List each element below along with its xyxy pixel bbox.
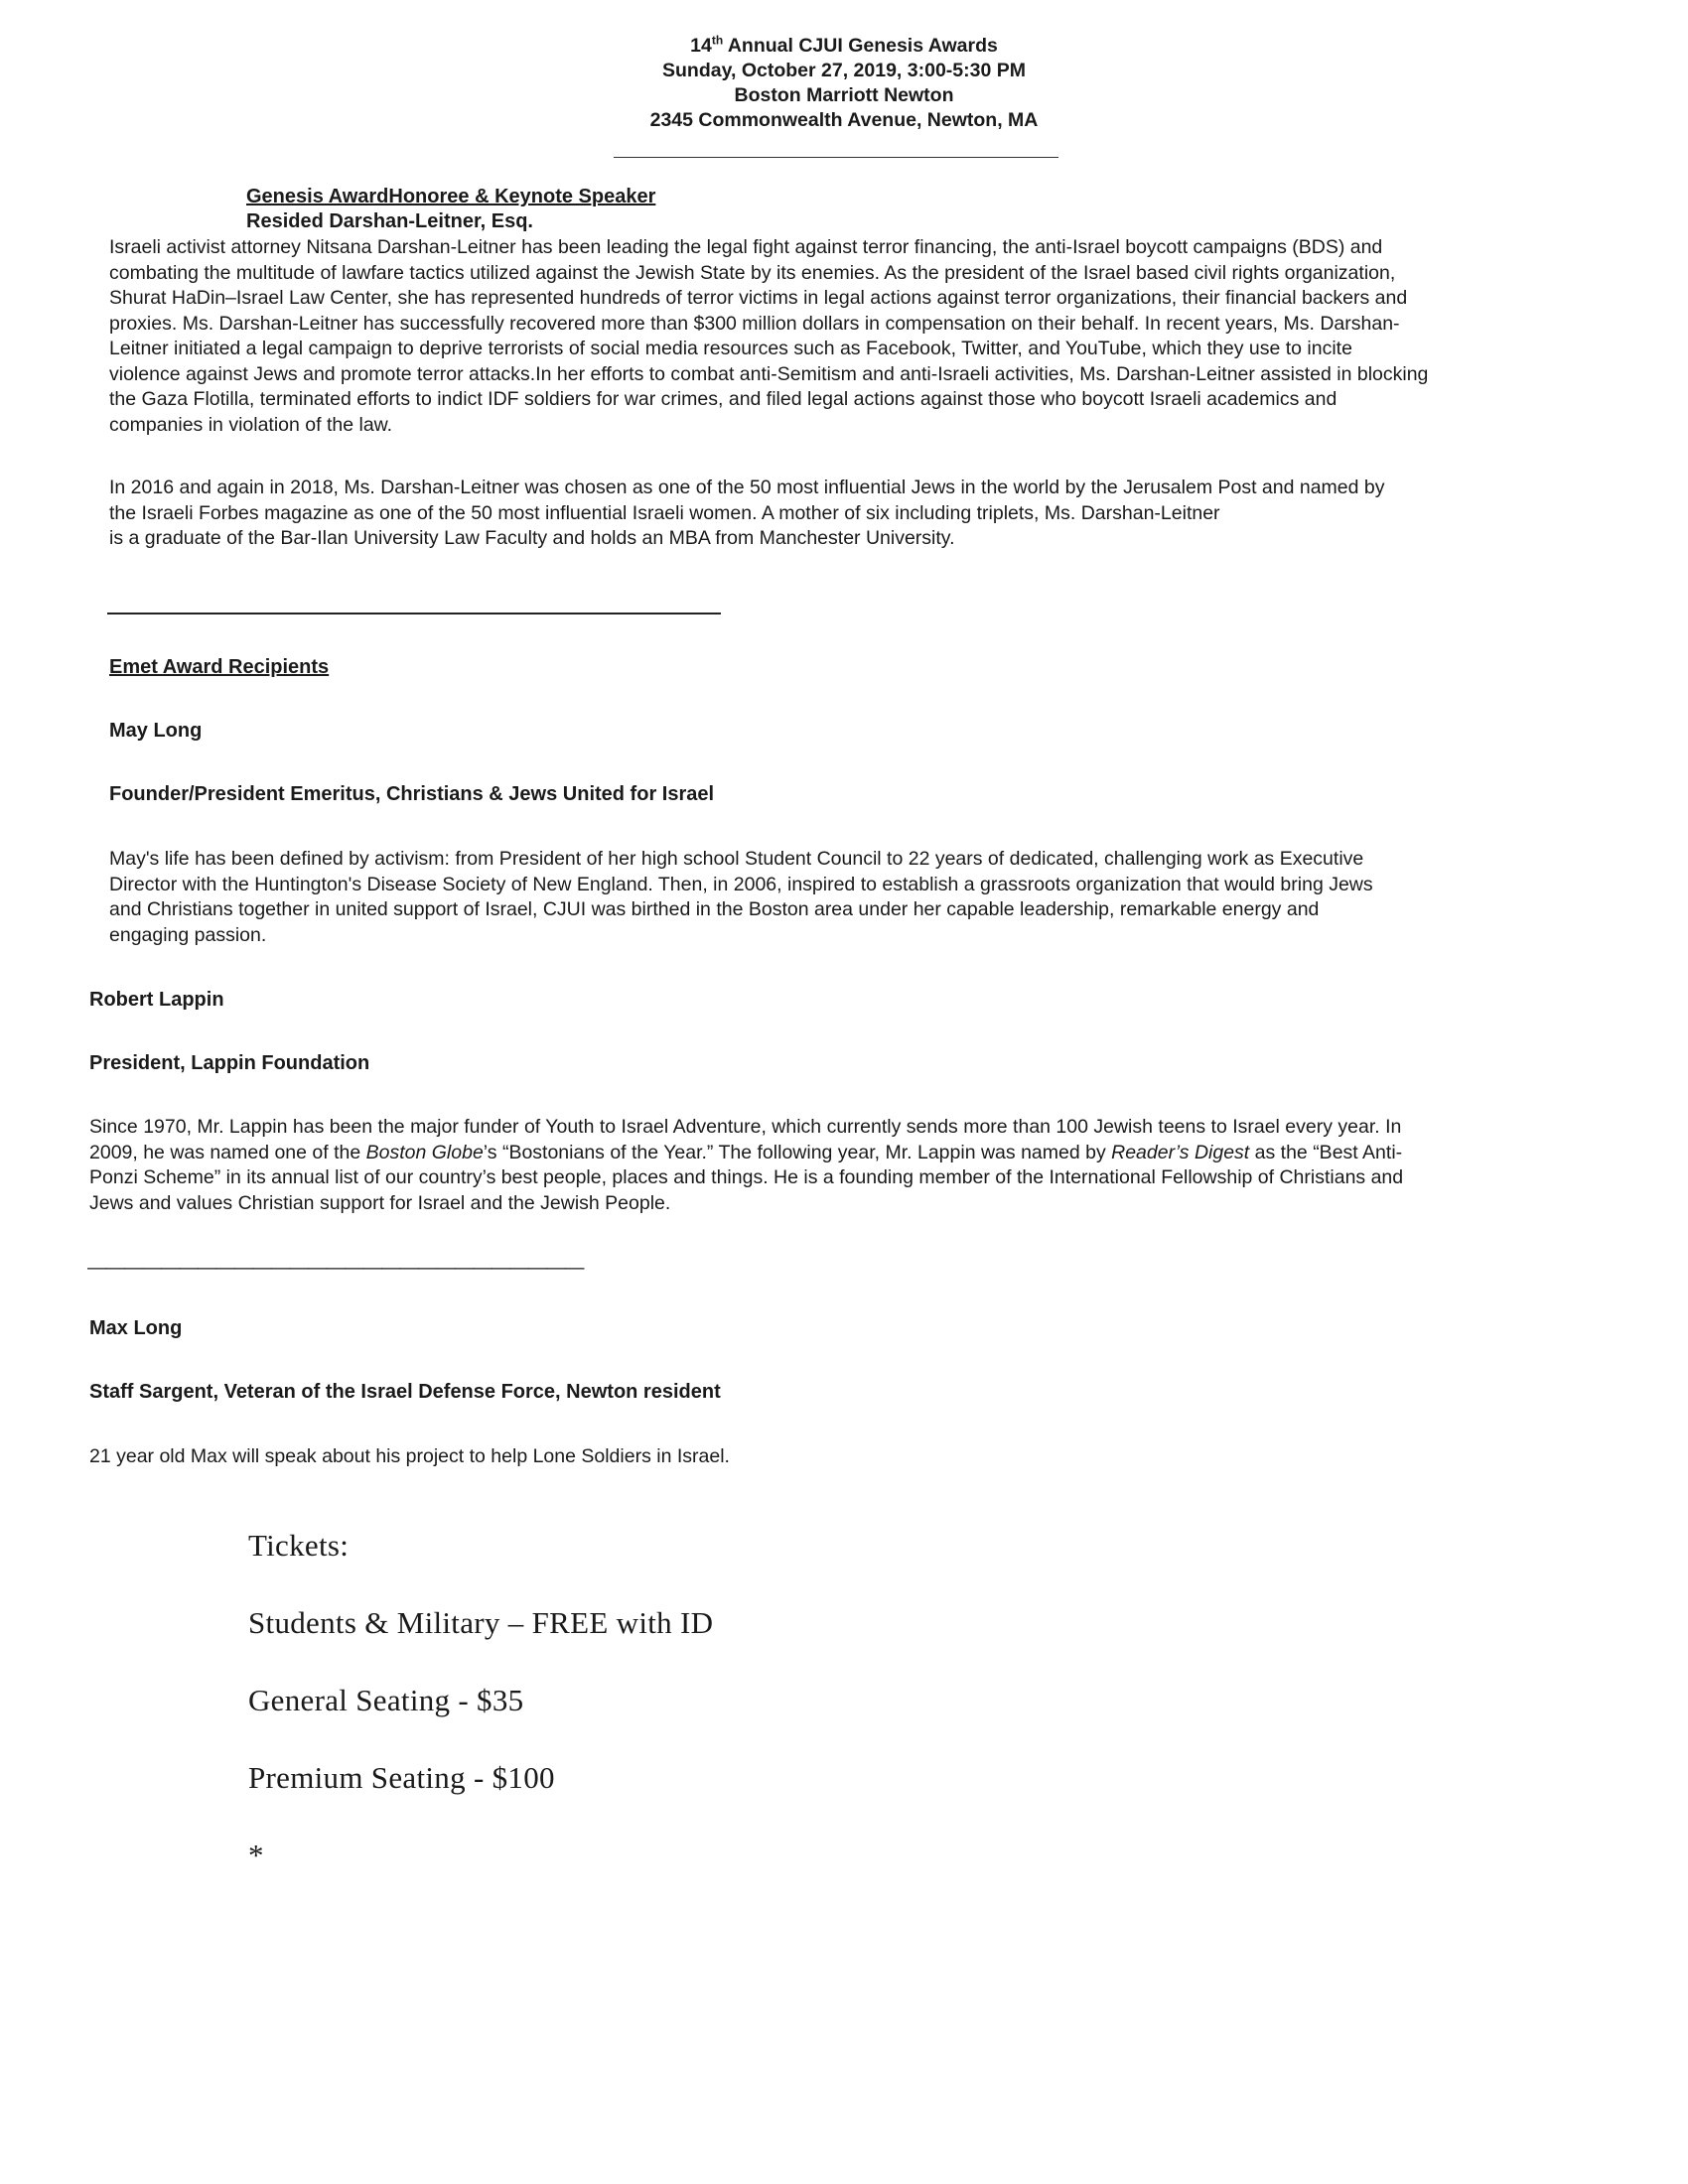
genesis-bio-paragraph-2: In 2016 and again in 2018, Ms. Darshan-Leitner was chosen as one of the 50 most influential Jews in the world by the Jerusalem Post and named by the Israeli Forbes magazine as one of the 50 most influential Israeli women. A mother of six including triplets, Ms. Darshan-Leitner is a graduate of the Bar-Ilan University Law Faculty and holds an MBA from Manchester University. xyxy=(109,477,1385,549)
robert-lappin-bio: Since 1970, Mr. Lappin has been the major funder of Youth to Israel Adventure, which currently sends more than 100 Jewish teens to Israel every year. In 2009, he was named one of the Boston Globe’s “Bostonians of the Year.” The following year, Mr. Lappin was named by Reader’s Digest as the “Best Anti- Ponzi Scheme” in its annual list of our country’s best people, places and things. He is a founding member of the International Fellowship of Christians and Jews and values Christian support for Israel and the Jewish People. xyxy=(89,1116,1404,1214)
event-header xyxy=(0,34,1688,133)
may-long-bio: May's life has been defined by activism: from President of her high school Student Council to 22 years of dedicated, challenging work as Executive Director with the Huntington's Disease Society of New England. Then, in 2006, inspired to establish a grassroots organization that would bring Jews and Christians together in united support of Israel, CJUI was birthed in the Boston area under her capable leadership, remarkable energy and engaging passion. xyxy=(109,848,1373,946)
recipient-divider: ——————————————————————————— xyxy=(87,1257,584,1279)
ticket-premium-seating: Premium Seating - $100 xyxy=(248,1760,555,1795)
robert-lappin-title: President, Lappin Foundation xyxy=(89,1052,370,1074)
header-divider xyxy=(614,157,1058,158)
event-venue: Boston Marriott Newton xyxy=(734,84,954,106)
emet-heading: Emet Award Recipients xyxy=(109,656,330,678)
event-date: Sunday, October 27, 2019, 3:00-5:30 PM xyxy=(662,60,1026,81)
robert-lappin-name: Robert Lappin xyxy=(89,989,224,1011)
ticket-general-seating: General Seating - $35 xyxy=(248,1683,524,1717)
event-address: 2345 Commonwealth Avenue, Newton, MA xyxy=(649,109,1039,131)
genesis-heading: Genesis AwardHonoree & Keynote Speaker xyxy=(246,186,656,207)
max-long-title: Staff Sargent, Veteran of the Israel Defense Force, Newton resident xyxy=(89,1381,721,1403)
max-long-name: Max Long xyxy=(89,1317,183,1339)
tickets-heading: Tickets: xyxy=(248,1528,350,1563)
ticket-students-military: Students & Military – FREE with ID xyxy=(248,1605,714,1640)
boston-globe-italic: Boston Globe xyxy=(365,1141,484,1163)
readers-digest-italic: Reader’s Digest xyxy=(1111,1141,1250,1163)
may-long-name: May Long xyxy=(109,720,203,742)
section-divider xyxy=(107,613,721,614)
max-long-bio: 21 year old Max will speak about his project to help Lone Soldiers in Israel. xyxy=(89,1445,730,1467)
event-title: 14th Annual CJUI Genesis Awards xyxy=(690,33,998,57)
tickets-footnote-asterisk: * xyxy=(248,1838,264,1872)
genesis-bio-paragraph-1: Israeli activist attorney Nitsana Darshan-Leitner has been leading the legal fight against terror financing, the anti-Israel boycott campaigns (BDS) and combating the multitude of lawfare tactics utilized against the Jewish State by its enemies. As the president of the Israel based civil rights organization, Shurat HaDin–Israel Law Center, she has represented hundreds of terror victims in legal actions against terror organizations, their financial backers and proxies. Ms. Darshan-Leitner has successfully recovered more than $300 million dollars in compensation on their behalf. In recent years, Ms. Darshan- Leitner initiated a legal campaign to deprive terrorists of social media resources such as Facebook, Twitter, and YouTube, which they use to incite violence against Jews and promote terror attacks.In her efforts to combat anti-Semitism and anti-Israeli activities, Ms. Darshan-Leitner assisted in blocking the Gaza Flotilla, terminated efforts to indict IDF soldiers for war crimes, and filed legal actions against those who boycott Israeli academics and companies in violation of the law. xyxy=(109,236,1429,436)
may-long-title: Founder/President Emeritus, Christians & Jews United for Israel xyxy=(109,783,715,805)
genesis-honoree-name: Resided Darshan-Leitner, Esq. xyxy=(246,210,533,232)
